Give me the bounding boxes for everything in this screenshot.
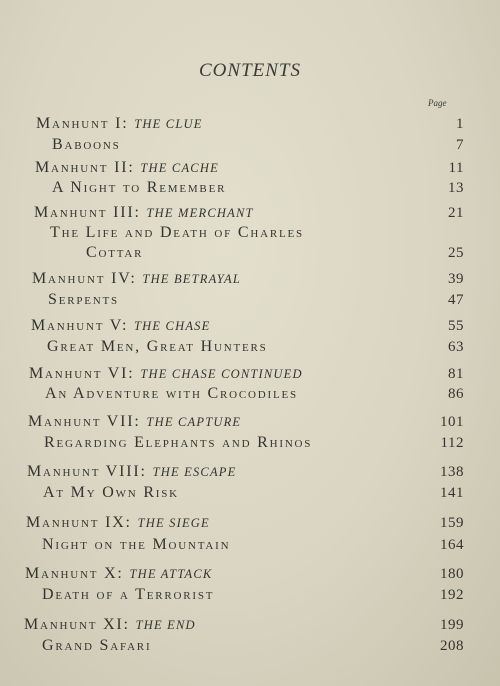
toc-entry-title [24, 614, 196, 636]
toc-page-number: 25 [448, 245, 464, 261]
toc-entry-title: An Adventure with Crocodiles [45, 385, 298, 402]
toc-entry-subtitle: THE CHASE CONTINUED [140, 367, 303, 381]
toc-page-number: 1 [456, 116, 464, 132]
toc-page-number: 63 [448, 339, 464, 355]
toc-entry-title: Grand Safari [42, 637, 152, 654]
toc-row [0, 177, 500, 199]
toc-page-number: 13 [448, 180, 464, 196]
toc-entry-subtitle: THE CLUE [134, 117, 203, 131]
toc-entry-title: Night on the Mountain [42, 536, 231, 553]
toc-page-number: 86 [448, 386, 464, 402]
toc-page-number: 208 [440, 638, 464, 654]
toc-row [0, 512, 500, 534]
toc-page-number: 112 [440, 435, 464, 451]
toc-entry-subtitle: THE MERCHANT [146, 206, 254, 220]
toc-row [0, 202, 500, 224]
toc-entry-title [28, 411, 241, 433]
toc-page-number: 138 [440, 464, 464, 480]
toc-page-number: 7 [456, 137, 464, 153]
toc-entry-title [25, 563, 212, 585]
toc-row [0, 289, 500, 311]
toc-row [0, 222, 500, 244]
toc-row [0, 268, 500, 290]
toc-page-number: 199 [440, 617, 464, 633]
toc-page-number: 11 [448, 160, 464, 176]
toc-entry-main: Manhunt VI: [29, 365, 135, 382]
toc-entry-title: The Life and Death of Charles [50, 224, 304, 241]
toc-entry-title [32, 268, 241, 290]
toc-row [0, 157, 500, 179]
toc-row [0, 315, 500, 337]
toc-row [0, 336, 500, 358]
toc-entry-title: Death of a Terrorist [42, 586, 215, 603]
toc-entry-title: Serpents [48, 291, 119, 308]
toc-row [0, 584, 500, 606]
toc-page-number: 141 [440, 485, 464, 501]
toc-entry-title [29, 363, 303, 385]
toc-entry-subtitle: THE END [135, 618, 196, 632]
toc-entry-subtitle: THE SIEGE [137, 516, 210, 530]
toc-entry-main: Manhunt V: [31, 317, 129, 334]
toc-entry-subtitle: THE CHASE [134, 319, 211, 333]
toc-entry-title [35, 157, 219, 179]
toc-entry-title [31, 315, 210, 337]
toc-entry-subtitle: THE ESCAPE [152, 465, 237, 479]
toc-row [0, 363, 500, 385]
toc-row [0, 242, 500, 264]
toc-page-number: 47 [448, 292, 464, 308]
toc-page-number: 164 [440, 537, 464, 553]
toc-entry-title: Great Men, Great Hunters [47, 338, 268, 355]
toc-entry-title: Regarding Elephants and Rhinos [44, 434, 313, 451]
toc-page-number: 39 [448, 271, 464, 287]
toc-page-number: 192 [440, 587, 464, 603]
toc-entry-title: Baboons [52, 136, 121, 153]
toc-entry-main: Manhunt VII: [28, 413, 141, 430]
toc-row [0, 614, 500, 636]
toc-entry-subtitle: THE ATTACK [129, 567, 213, 581]
toc-entry-title: At My Own Risk [43, 484, 179, 501]
toc-entry-title [36, 113, 203, 135]
toc-row [0, 113, 500, 135]
toc-entry-subtitle: THE CACHE [140, 161, 219, 175]
toc-row [0, 563, 500, 585]
toc-entry-title [27, 461, 236, 483]
toc-page-number: 159 [440, 515, 464, 531]
page-column-heading: Page [428, 98, 447, 108]
toc-row [0, 461, 500, 483]
toc-row [0, 134, 500, 156]
toc-entry-main: Manhunt XI: [24, 616, 130, 633]
toc-entry-main: Manhunt IV: [32, 270, 137, 287]
contents-title: CONTENTS [199, 60, 301, 81]
toc-page-number: 21 [448, 205, 464, 221]
toc-row [0, 432, 500, 454]
toc-page-number: 180 [440, 566, 464, 582]
toc-entry-title: Cottar [86, 244, 144, 261]
toc-entry-title: A Night to Remember [52, 179, 227, 196]
toc-entry-title [34, 202, 254, 224]
toc-entry-main: Manhunt IX: [26, 514, 132, 531]
toc-row [0, 534, 500, 556]
toc-row [0, 411, 500, 433]
toc-row [0, 482, 500, 504]
toc-page-number: 101 [440, 414, 464, 430]
toc-entry-subtitle: THE BETRAYAL [142, 272, 242, 286]
toc-entry-main: Manhunt I: [36, 115, 129, 132]
toc-entry-main: Manhunt X: [25, 565, 124, 582]
toc-page-number: 81 [448, 366, 464, 382]
toc-entry-main: Manhunt III: [34, 204, 141, 221]
toc-page-number: 55 [448, 318, 464, 334]
toc-entry-subtitle: THE CAPTURE [146, 415, 242, 429]
toc-entry-main: Manhunt VIII: [27, 463, 147, 480]
toc-row [0, 383, 500, 405]
toc-row [0, 635, 500, 657]
toc-entry-main: Manhunt II: [35, 159, 135, 176]
toc-entry-title [26, 512, 210, 534]
